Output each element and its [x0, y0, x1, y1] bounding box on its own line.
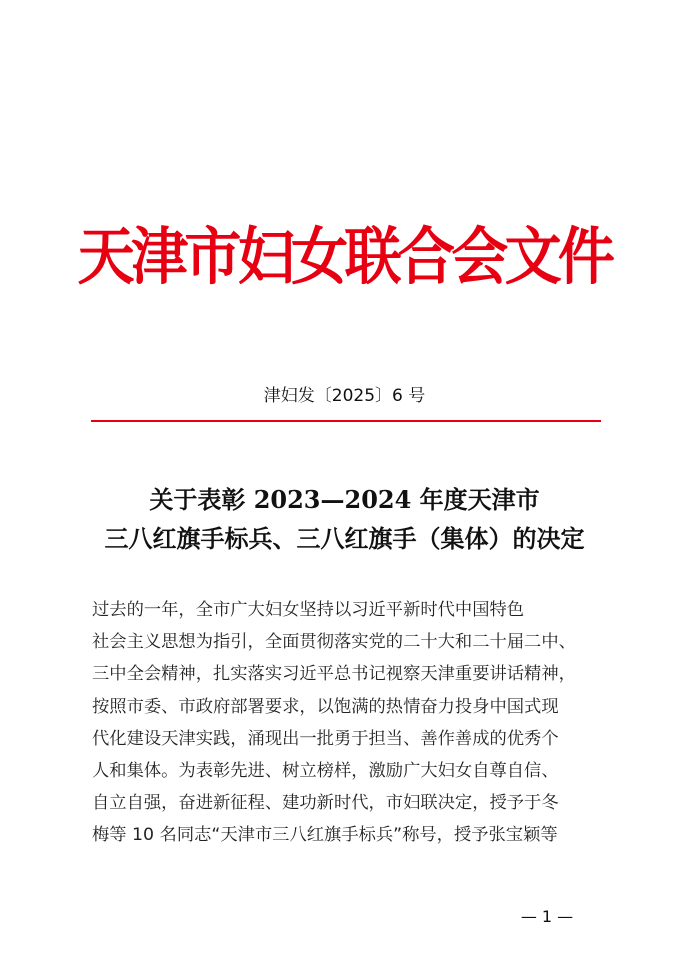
page-number: — 1 — — [520, 907, 574, 926]
body-paragraph — [92, 594, 602, 852]
body-line: 社会主义思想为指引，全面贯彻落实党的二十大和二十届二中、 — [92, 632, 576, 653]
decision-title-line-1: 关于表彰 2023—2024 年度天津市 — [149, 485, 540, 514]
body-line: 按照市委、市政府部署要求，以饱满的热情奋力投身中国式现 — [92, 696, 559, 717]
masthead-title: 天津市妇女联合会文件 — [77, 220, 612, 293]
body-line: 自立自强，奋进新征程、建功新时代，市妇联决定，授予于冬 — [92, 793, 559, 814]
red-divider-line — [91, 420, 601, 422]
document-number: 津妇发〔2025〕6 号 — [263, 386, 426, 406]
body-line: 梅等 10 名同志“天津市三八红旗手标兵”称号，授予张宝颖等 — [92, 825, 558, 846]
body-line: 过去的一年，全市广大妇女坚持以习近平新时代中国特色 — [92, 600, 525, 620]
body-line: 人和集体。为表彰先进、树立榜样，激励广大妇女自尊自信、 — [92, 760, 559, 781]
body-line: 代化建设天津实践，涌现出一批勇于担当、善作善成的优秀个 — [92, 728, 559, 749]
body-line: 三中全会精神，扎实落实习近平总书记视察天津重要讲话精神， — [92, 664, 576, 685]
decision-title-line-2: 三八红旗手标兵、三八红旗手（集体）的决定 — [104, 524, 585, 553]
